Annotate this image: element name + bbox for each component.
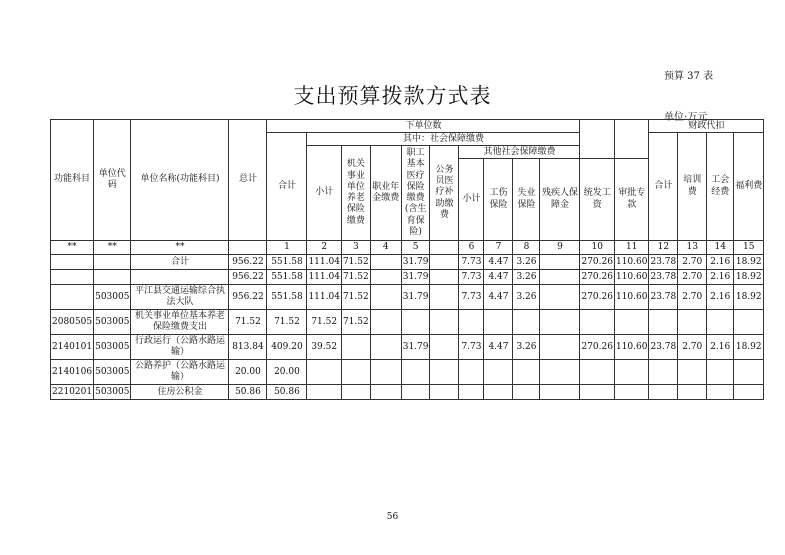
- index-cell: **: [131, 241, 229, 255]
- table-cell: [459, 360, 484, 385]
- table-cell: [707, 360, 734, 385]
- table-cell: [430, 285, 459, 310]
- table-cell: 270.26: [580, 270, 615, 285]
- table-cell: [678, 310, 707, 335]
- table-cell: [580, 310, 615, 335]
- table-cell: 3.26: [513, 255, 540, 270]
- table-cell: 71.52: [267, 310, 307, 335]
- index-cell: [229, 241, 267, 255]
- table-cell: [734, 385, 764, 400]
- index-cell: 3: [341, 241, 370, 255]
- index-cell: 9: [540, 241, 580, 255]
- table-cell: [430, 255, 459, 270]
- page-number: 56: [386, 512, 399, 522]
- table-cell: [401, 360, 430, 385]
- header-func-code: 功能科目: [51, 120, 94, 241]
- header-civil-medical: 公务员医疗补助缴费: [430, 146, 459, 241]
- table-cell: 71.52: [341, 270, 370, 285]
- table-cell: 2.70: [678, 270, 707, 285]
- header-union: 工会经费: [707, 133, 734, 241]
- table-cell: 合计: [131, 255, 229, 270]
- index-cell: 6: [459, 241, 484, 255]
- index-cell: 14: [707, 241, 734, 255]
- table-cell: [370, 360, 401, 385]
- table-cell: 71.52: [307, 310, 342, 335]
- table-cell: [678, 360, 707, 385]
- index-cell: 7: [484, 241, 513, 255]
- table-cell: 4.47: [484, 335, 513, 360]
- table-cell: 7.73: [459, 255, 484, 270]
- table-cell: 110.60: [614, 335, 649, 360]
- table-cell: 2.16: [707, 255, 734, 270]
- table-cell: [513, 360, 540, 385]
- table-cell: [484, 360, 513, 385]
- table-cell: 18.92: [734, 270, 764, 285]
- table-cell: [401, 310, 430, 335]
- table-cell: 平江县交通运输综合执法大队: [131, 285, 229, 310]
- table-cell: 110.60: [614, 285, 649, 310]
- table-cell: 71.52: [229, 310, 267, 335]
- table-row: [51, 255, 764, 270]
- header-injury: 工伤保险: [484, 159, 513, 241]
- table-cell: [614, 360, 649, 385]
- index-cell: 10: [580, 241, 615, 255]
- index-cell: 8: [513, 241, 540, 255]
- unit-label: 单位:万元: [664, 112, 708, 123]
- table-cell: 31.79: [401, 335, 430, 360]
- table-cell: [131, 270, 229, 285]
- table-cell: 110.60: [614, 270, 649, 285]
- table-cell: 2140101: [51, 335, 94, 360]
- table-cell: 551.58: [267, 270, 307, 285]
- header-medical: 职工基本医疗保险缴费(含生育保险): [401, 146, 430, 241]
- table-cell: [580, 385, 615, 400]
- table-cell: [707, 385, 734, 400]
- table-cell: 71.52: [341, 310, 370, 335]
- table-cell: 3.26: [513, 270, 540, 285]
- table-cell: 2.16: [707, 335, 734, 360]
- table-cell: [401, 385, 430, 400]
- table-cell: [459, 385, 484, 400]
- table-cell: [341, 360, 370, 385]
- table-cell: 111.04: [307, 285, 342, 310]
- header-subtotal: 合计: [267, 133, 307, 241]
- table-cell: 503005: [94, 310, 131, 335]
- table-row: [51, 270, 764, 285]
- table-cell: 551.58: [267, 255, 307, 270]
- table-cell: 2.16: [707, 285, 734, 310]
- table-cell: [513, 385, 540, 400]
- budget-table: [50, 119, 764, 400]
- table-cell: [484, 310, 513, 335]
- table-cell: [341, 385, 370, 400]
- table-cell: 20.00: [229, 360, 267, 385]
- form-number: 预算 37 表: [664, 71, 714, 82]
- header-total: 总计: [229, 120, 267, 241]
- table-cell: 18.92: [734, 255, 764, 270]
- table-cell: [459, 310, 484, 335]
- table-cell: [614, 310, 649, 335]
- header-fiscal: 财政代扣: [649, 120, 764, 133]
- table-cell: 7.73: [459, 335, 484, 360]
- table-cell: 39.52: [307, 335, 342, 360]
- index-cell: [430, 241, 459, 255]
- table-cell: [540, 255, 580, 270]
- table-cell: 4.47: [484, 285, 513, 310]
- table-cell: [580, 360, 615, 385]
- table-row: [51, 335, 764, 360]
- header-other-subtotal: 小计: [459, 159, 484, 241]
- table-cell: 50.86: [229, 385, 267, 400]
- header-pension: 机关事业单位养老保险缴费: [341, 146, 370, 241]
- table-cell: 71.52: [341, 285, 370, 310]
- table-cell: [540, 285, 580, 310]
- table-cell: 23.78: [649, 255, 678, 270]
- table-cell: 住房公积金: [131, 385, 229, 400]
- table-cell: 18.92: [734, 335, 764, 360]
- index-cell: **: [94, 241, 131, 255]
- table-cell: [430, 335, 459, 360]
- table-cell: [734, 360, 764, 385]
- table-row: [51, 285, 764, 310]
- index-cell: 12: [649, 241, 678, 255]
- table-cell: 4.47: [484, 270, 513, 285]
- table-cell: 409.20: [267, 335, 307, 360]
- table-cell: 111.04: [307, 255, 342, 270]
- header-lower-units: 下单位数: [267, 120, 580, 133]
- table-cell: [540, 385, 580, 400]
- header-social-security: 其中：社会保障缴费: [307, 133, 580, 146]
- table-cell: 2210201: [51, 385, 94, 400]
- table-cell: [370, 310, 401, 335]
- header-other-social: 其他社会保障缴费: [459, 146, 580, 159]
- table-cell: 956.22: [229, 285, 267, 310]
- table-cell: 7.73: [459, 270, 484, 285]
- table-cell: [370, 270, 401, 285]
- index-cell: 11: [614, 241, 649, 255]
- table-cell: [51, 285, 94, 310]
- table-cell: [484, 385, 513, 400]
- table-cell: [430, 385, 459, 400]
- table-cell: 813.84: [229, 335, 267, 360]
- index-cell: 15: [734, 241, 764, 255]
- header-annuity: 职业年金缴费: [370, 146, 401, 241]
- table-cell: [513, 310, 540, 335]
- table-cell: 公路养护（公路水路运输）: [131, 360, 229, 385]
- header-unemployment: 失业保险: [513, 159, 540, 241]
- table-cell: [540, 310, 580, 335]
- table-cell: 18.92: [734, 285, 764, 310]
- header-unit-name: 单位名称(功能科目): [131, 120, 229, 241]
- index-cell: **: [51, 241, 94, 255]
- page-title: 支出预算拨款方式表: [293, 84, 492, 108]
- table-cell: 23.78: [649, 285, 678, 310]
- table-cell: [734, 310, 764, 335]
- table-cell: 20.00: [267, 360, 307, 385]
- header-fiscal-total: 合计: [649, 133, 678, 241]
- table-cell: 4.47: [484, 255, 513, 270]
- table-cell: 机关事业单位基本养老保险缴费支出: [131, 310, 229, 335]
- header-special: 审批专款: [614, 159, 649, 241]
- header-ss-subtotal: 小计: [307, 146, 342, 241]
- table-cell: 2.70: [678, 255, 707, 270]
- table-cell: [94, 255, 131, 270]
- table-cell: [614, 385, 649, 400]
- header-unified: 统发工资: [580, 159, 615, 241]
- table-cell: 7.73: [459, 285, 484, 310]
- header-unit-code: 单位代码: [94, 120, 131, 241]
- table-row: [51, 360, 764, 385]
- table-cell: 2140106: [51, 360, 94, 385]
- table-cell: [649, 360, 678, 385]
- table-row: [51, 385, 764, 400]
- table-cell: 2.70: [678, 285, 707, 310]
- table-cell: 2.16: [707, 270, 734, 285]
- table-cell: [341, 335, 370, 360]
- index-cell: 5: [401, 241, 430, 255]
- table-cell: 503005: [94, 360, 131, 385]
- table-cell: 503005: [94, 385, 131, 400]
- table-cell: 2.70: [678, 335, 707, 360]
- index-cell: 2: [307, 241, 342, 255]
- table-cell: 2080505: [51, 310, 94, 335]
- table-cell: [307, 385, 342, 400]
- table-cell: 503005: [94, 285, 131, 310]
- table-cell: [707, 310, 734, 335]
- table-cell: [540, 360, 580, 385]
- table-cell: [51, 255, 94, 270]
- table-cell: [649, 310, 678, 335]
- index-cell: 13: [678, 241, 707, 255]
- index-row: [51, 241, 764, 255]
- table-cell: 956.22: [229, 255, 267, 270]
- table-cell: [649, 385, 678, 400]
- table-cell: 31.79: [401, 270, 430, 285]
- table-cell: 3.26: [513, 335, 540, 360]
- table-cell: [94, 270, 131, 285]
- table-cell: 270.26: [580, 335, 615, 360]
- table-cell: 956.22: [229, 270, 267, 285]
- header-welfare: 福利费: [734, 133, 764, 241]
- table-cell: 551.58: [267, 285, 307, 310]
- table-row: [51, 310, 764, 335]
- index-cell: 4: [370, 241, 401, 255]
- table-cell: [678, 385, 707, 400]
- table-cell: [307, 360, 342, 385]
- table-cell: 270.26: [580, 285, 615, 310]
- table-cell: 3.26: [513, 285, 540, 310]
- table-cell: 31.79: [401, 255, 430, 270]
- table-cell: [370, 255, 401, 270]
- table-cell: 31.79: [401, 285, 430, 310]
- table-cell: 110.60: [614, 255, 649, 270]
- table-cell: [540, 270, 580, 285]
- table-cell: 111.04: [307, 270, 342, 285]
- table-cell: 50.86: [267, 385, 307, 400]
- table-cell: [51, 270, 94, 285]
- index-cell: 1: [267, 241, 307, 255]
- table-cell: 23.78: [649, 335, 678, 360]
- table-cell: 503005: [94, 335, 131, 360]
- table-cell: [370, 335, 401, 360]
- table-cell: 23.78: [649, 270, 678, 285]
- header-disability: 残疾人保障金: [540, 159, 580, 241]
- table-cell: 71.52: [341, 255, 370, 270]
- table-cell: [430, 270, 459, 285]
- table-cell: 270.26: [580, 255, 615, 270]
- header-training: 培训费: [678, 133, 707, 241]
- table-cell: [370, 285, 401, 310]
- table-cell: 行政运行（公路水路运输）: [131, 335, 229, 360]
- table-cell: [540, 335, 580, 360]
- table-cell: [370, 385, 401, 400]
- table-cell: [430, 310, 459, 335]
- table-cell: [430, 360, 459, 385]
